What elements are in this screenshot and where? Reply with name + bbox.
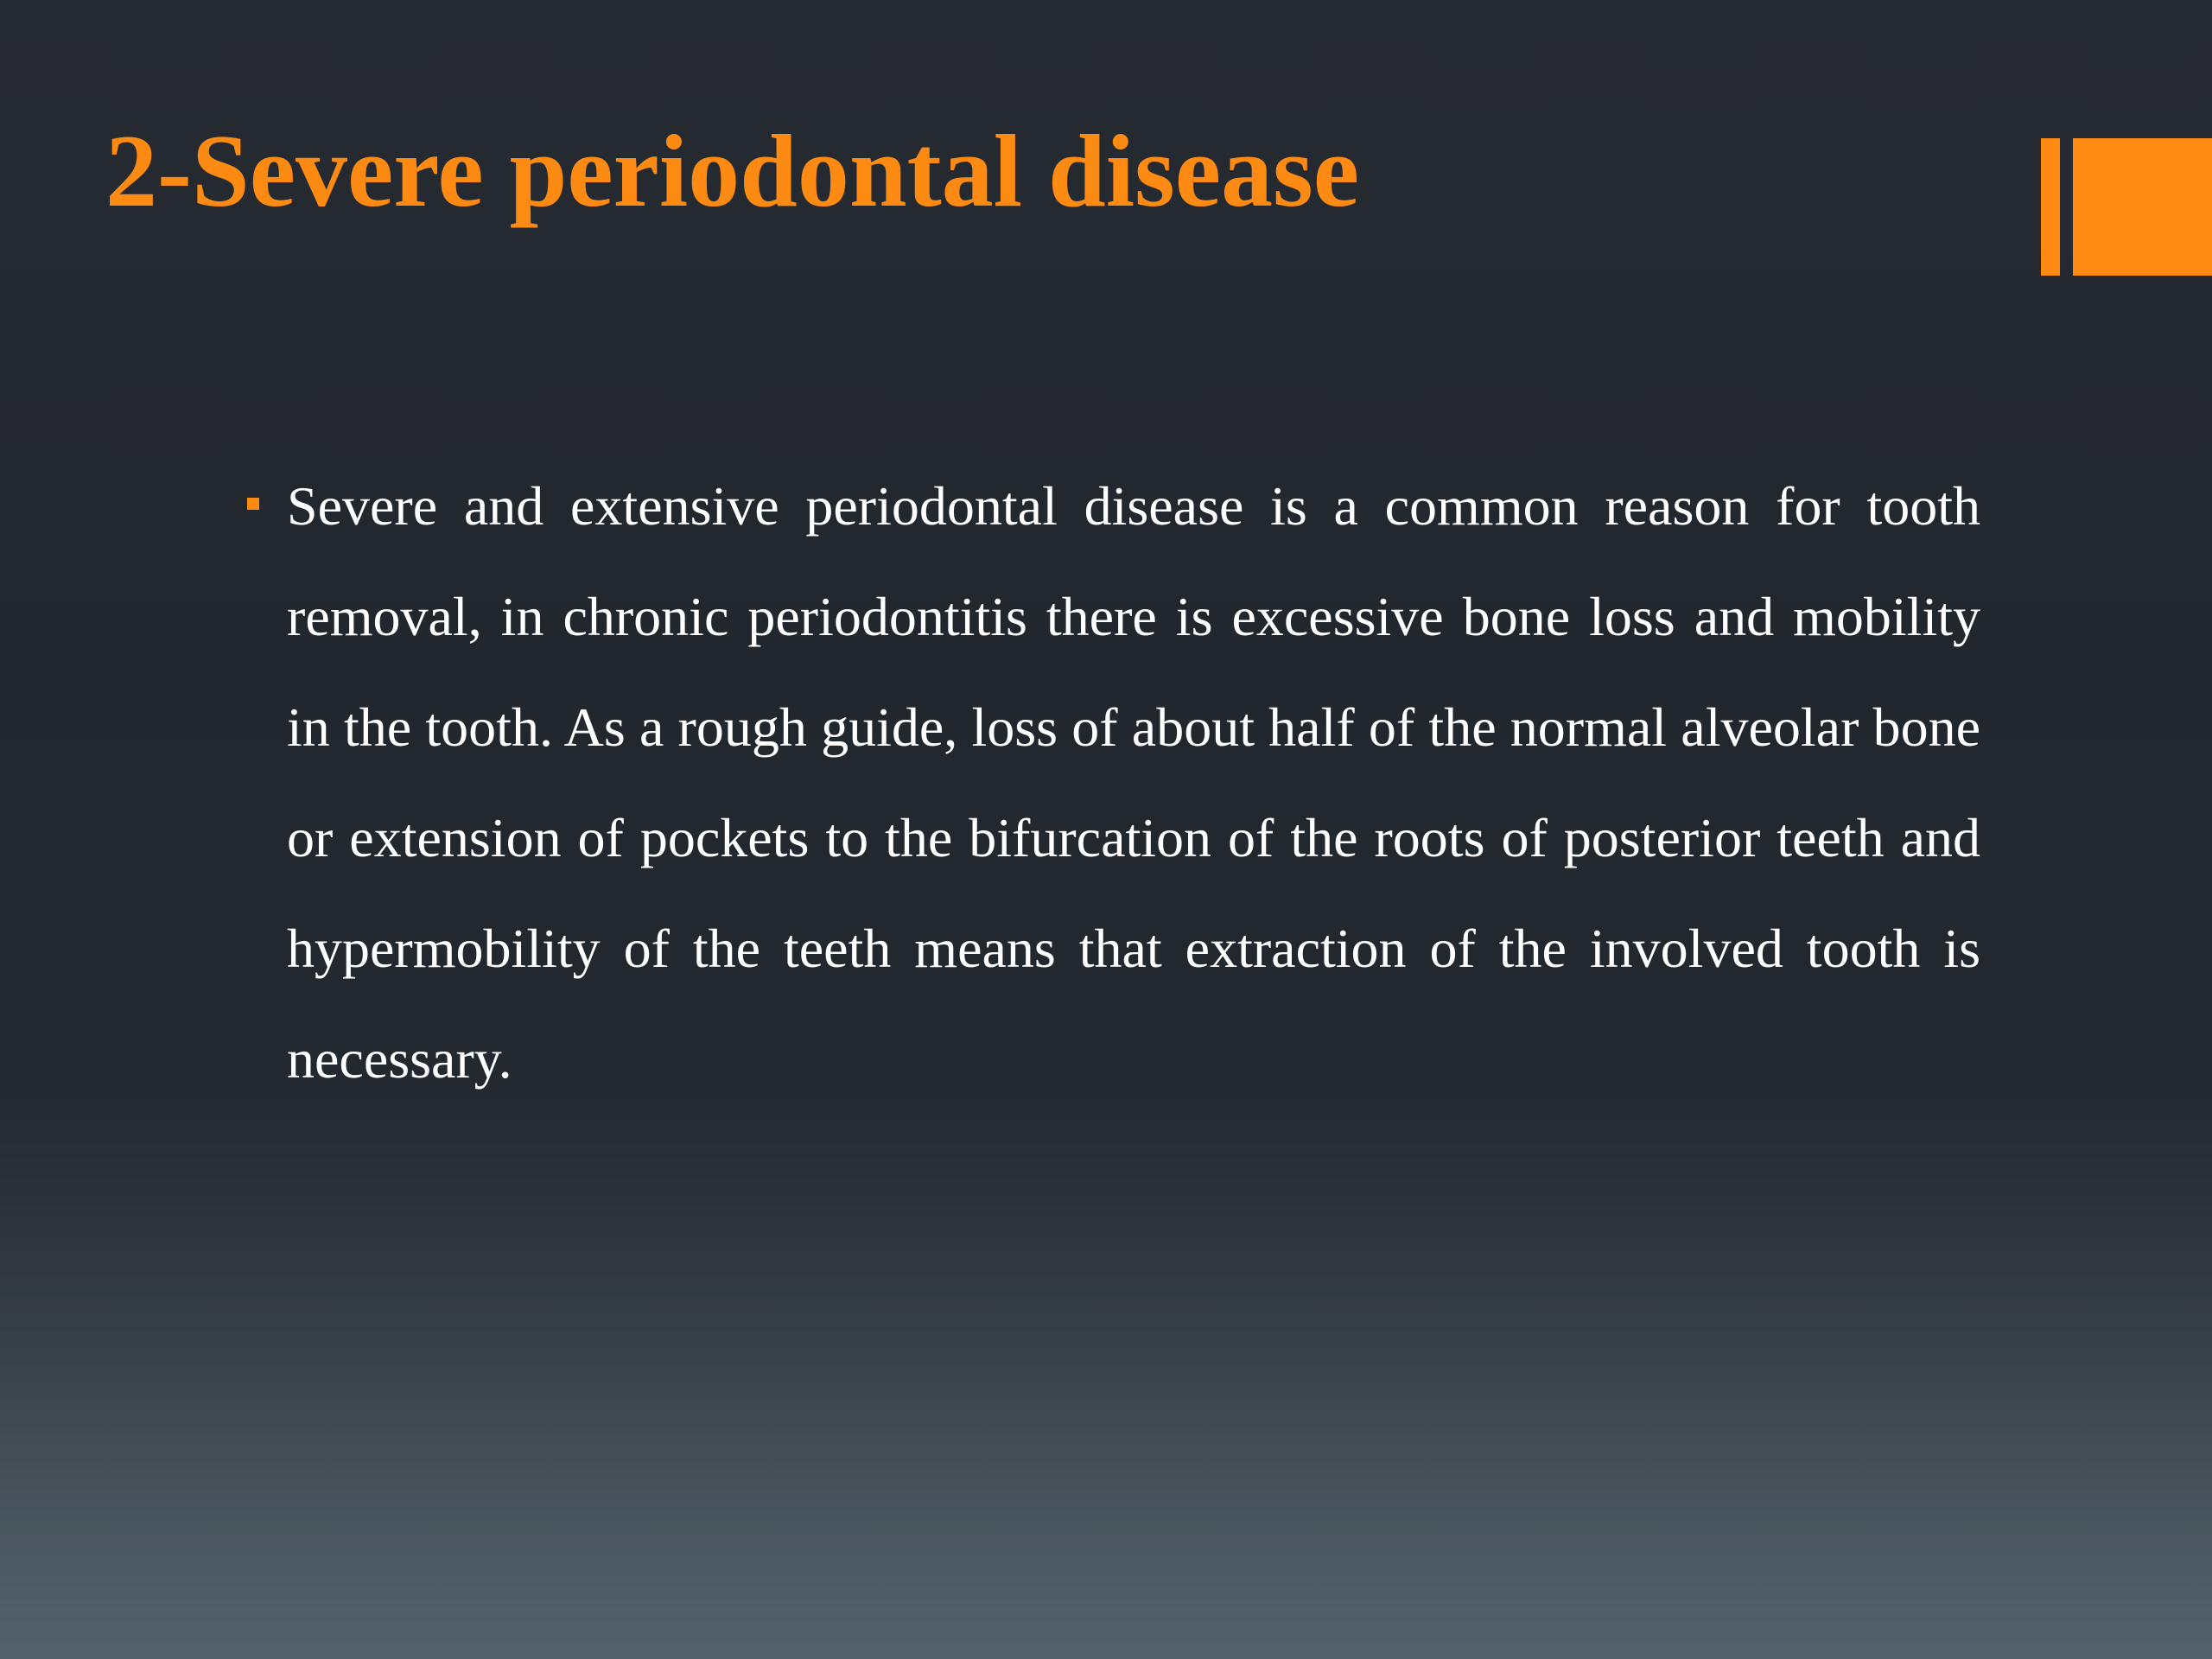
square-bullet-icon [247, 498, 259, 510]
slide-content [244, 451, 1980, 1115]
accent-bar-thin [2041, 138, 2060, 276]
bullet-text: Severe and extensive periodontal disease is a common reason for tooth removal, in chronic periodontitis there is excessive bone loss and mobility in the tooth. As a rough guide, loss of about half of the normal alveolar bone or extension of pockets to the bifurcation of the roots of posterior teeth and hypermobility of the teeth means that extraction of the involved tooth is necessary. [287, 475, 1980, 1090]
bullet-item [244, 451, 1980, 1115]
accent-bar-block [2073, 138, 2212, 276]
slide-title: 2-Severe periodontal disease [105, 113, 1359, 228]
